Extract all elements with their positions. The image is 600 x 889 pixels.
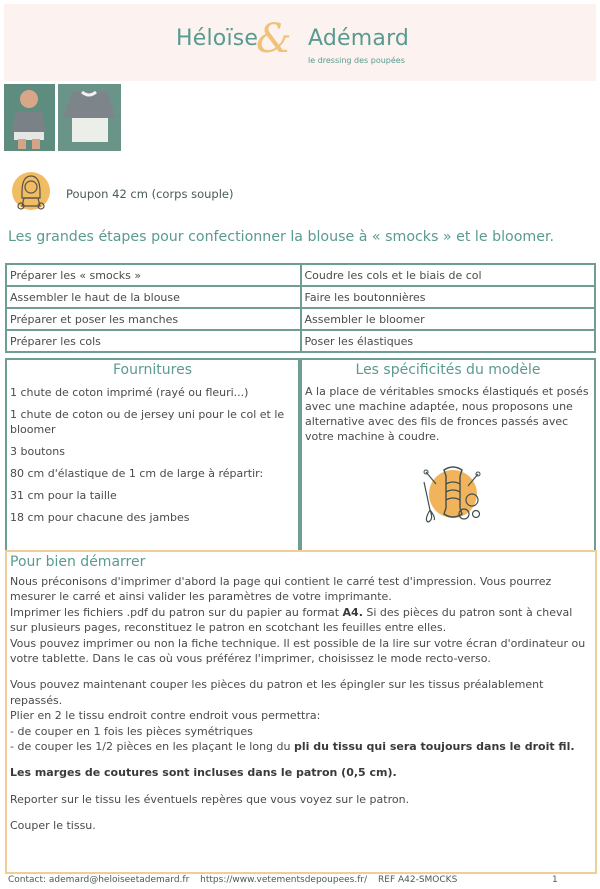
doll-icon [10, 170, 52, 212]
bold-text: pli du tissu qui sera toujours dans le droit fil. [293, 740, 575, 754]
footer-ref: REF A42-SMOCKS [378, 875, 458, 885]
step-cell: Préparer les cols [6, 330, 301, 352]
table-row [6, 286, 595, 308]
paragraph: Reporter sur le tissu les éventuels repères que vous voyez sur le patron. [10, 792, 410, 806]
supplies-box [5, 358, 300, 552]
paragraph: Plier en 2 le tissu endroit contre endroit vous permettra: [10, 709, 321, 723]
step-cell: Assembler le haut de la blouse [6, 286, 301, 308]
table-row [6, 308, 595, 330]
getting-started-box [5, 550, 597, 874]
brand-name-left: Héloïse [176, 26, 259, 51]
bold-text: Les marges de coutures sont incluses dans le patron (0,5 cm). [10, 766, 397, 780]
table-row [6, 264, 595, 286]
steps-title: Les grandes étapes pour confectionner la blouse à « smocks » et le bloomer. [8, 229, 554, 245]
steps-table [5, 263, 596, 353]
supply-item: 1 chute de coton ou de jersey uni pour le col et le bloomer [10, 408, 285, 436]
paragraph: Vous pouvez maintenant couper les pièces du patron et les épingler sur les tissus préalablement repassés. [10, 678, 544, 707]
paragraph: Nous préconisons d'imprimer d'abord la page qui contient le carré test d'impression. Vous pourrez mesurer le carré et ainsi valider les paramètres de votre imprimante. [10, 575, 552, 604]
supply-item: 31 cm pour la taille [10, 489, 117, 502]
logo-ampersand: & [256, 16, 292, 62]
text-span: Si des pièces du patron sont à cheval sur plusieurs pages, reconstituez le patron en scotchant les feuilles entre elles. [10, 605, 573, 635]
page-footer [8, 875, 465, 885]
paragraph [10, 765, 592, 780]
specifics-title: Les spécificités du modèle [355, 362, 541, 378]
table-row [6, 330, 595, 352]
doll-size-label: Poupon 42 cm (corps souple) [66, 187, 234, 201]
supply-item: 18 cm pour chacune des jambes [10, 511, 190, 524]
supply-item: 3 boutons [10, 445, 65, 458]
brand-name-right: Adémard [308, 26, 410, 51]
supply-item: 1 chute de coton imprimé (rayé ou fleuri...) [10, 386, 249, 399]
brand-logo [172, 18, 432, 74]
specifics-box [300, 358, 596, 552]
supplies-title: Fournitures [113, 362, 192, 378]
step-cell: Assembler le bloomer [301, 308, 596, 330]
footer-url[interactable]: https://www.vetementsdepoupees.fr/ [200, 875, 368, 885]
doll-photo [4, 84, 55, 151]
step-cell: Préparer et poser les manches [6, 308, 301, 330]
text-span: - de couper les 1/2 pièces en les plaçant le long du [10, 740, 294, 754]
page-number: 1 [552, 875, 558, 885]
paragraph [10, 605, 592, 636]
footer-contact[interactable]: Contact: ademard@heloiseetademard.fr [8, 875, 190, 885]
getting-started-title: Pour bien démarrer [10, 554, 146, 570]
text-span: Imprimer les fichiers .pdf du patron sur du papier au format [10, 605, 343, 619]
specifics-text: A la place de véritables smocks élastiqués et posés avec une machine adaptée, nous proposons une alternative avec des fils de fronces passés avec votre machine à coudre. [305, 385, 589, 443]
bold-text: A4. [342, 605, 363, 619]
step-cell: Coudre les cols et le biais de col [301, 264, 596, 286]
brand-tagline: le dressing des poupées [308, 56, 405, 65]
step-cell: Préparer les « smocks » [6, 264, 301, 286]
paragraph: Vous pouvez imprimer ou non la fiche technique. Il est possible de la lire sur votre écran d'ordinateur ou votre tablette. Dans le cas où vous préférez l'imprimer, choisissez le mode recto-verso. [10, 636, 586, 666]
paragraph: Couper le tissu. [10, 819, 96, 833]
paragraph [10, 739, 592, 754]
paragraph: - de couper en 1 fois les pièces symétriques [10, 724, 253, 738]
step-cell: Poser les élastiques [301, 330, 596, 352]
supply-item: 80 cm d'élastique de 1 cm de large à répartir: [10, 467, 264, 480]
sewing-kit-icon [420, 464, 486, 524]
step-cell: Faire les boutonnières [301, 286, 596, 308]
garment-photo [58, 84, 121, 151]
